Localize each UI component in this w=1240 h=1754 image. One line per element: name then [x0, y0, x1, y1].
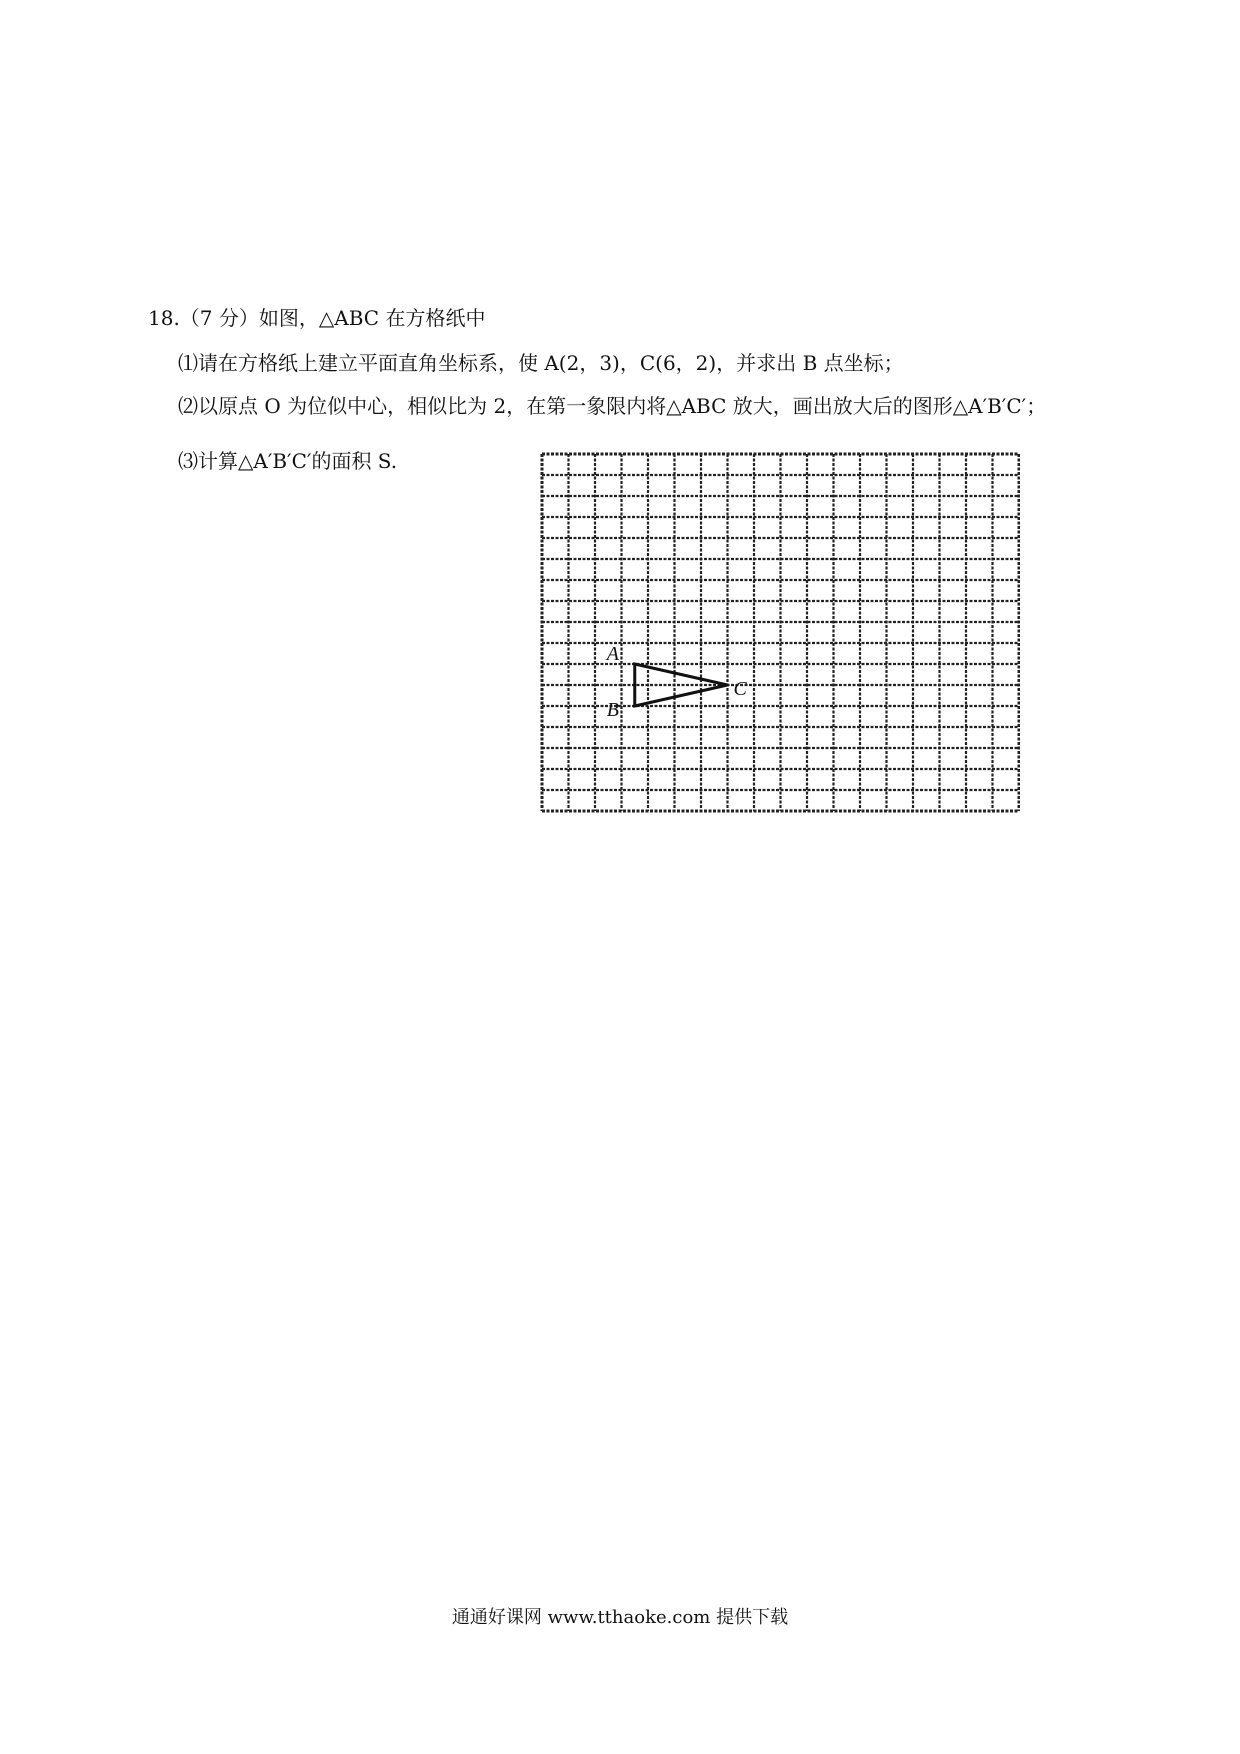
grid-figure	[540, 452, 1020, 814]
grid-paper-diagram	[540, 452, 1020, 814]
footer-credit: 通通好课网 www.tthaoke.com 提供下载	[451, 1607, 789, 1628]
question-part-1: ⑴请在方格纸上建立平面直角坐标系，使 A(2，3)，C(6，2)，并求出 B 点坐标；	[178, 351, 904, 375]
question-part-3: ⑶计算△A′B′C′的面积 S.	[178, 449, 398, 473]
question-title: 18.（7 分）如图，△ABC 在方格纸中	[148, 306, 486, 330]
vertex-label-c: C	[733, 678, 747, 700]
vertex-labels	[605, 643, 748, 721]
question-part-2: ⑵以原点 O 为位似中心，相似比为 2，在第一象限内将△ABC 放大，画出放大后的图形△A′B′C′；	[178, 394, 1047, 418]
vertex-label-b: B	[606, 699, 619, 721]
grid-lines	[542, 454, 1019, 811]
vertex-label-a: A	[606, 643, 619, 665]
